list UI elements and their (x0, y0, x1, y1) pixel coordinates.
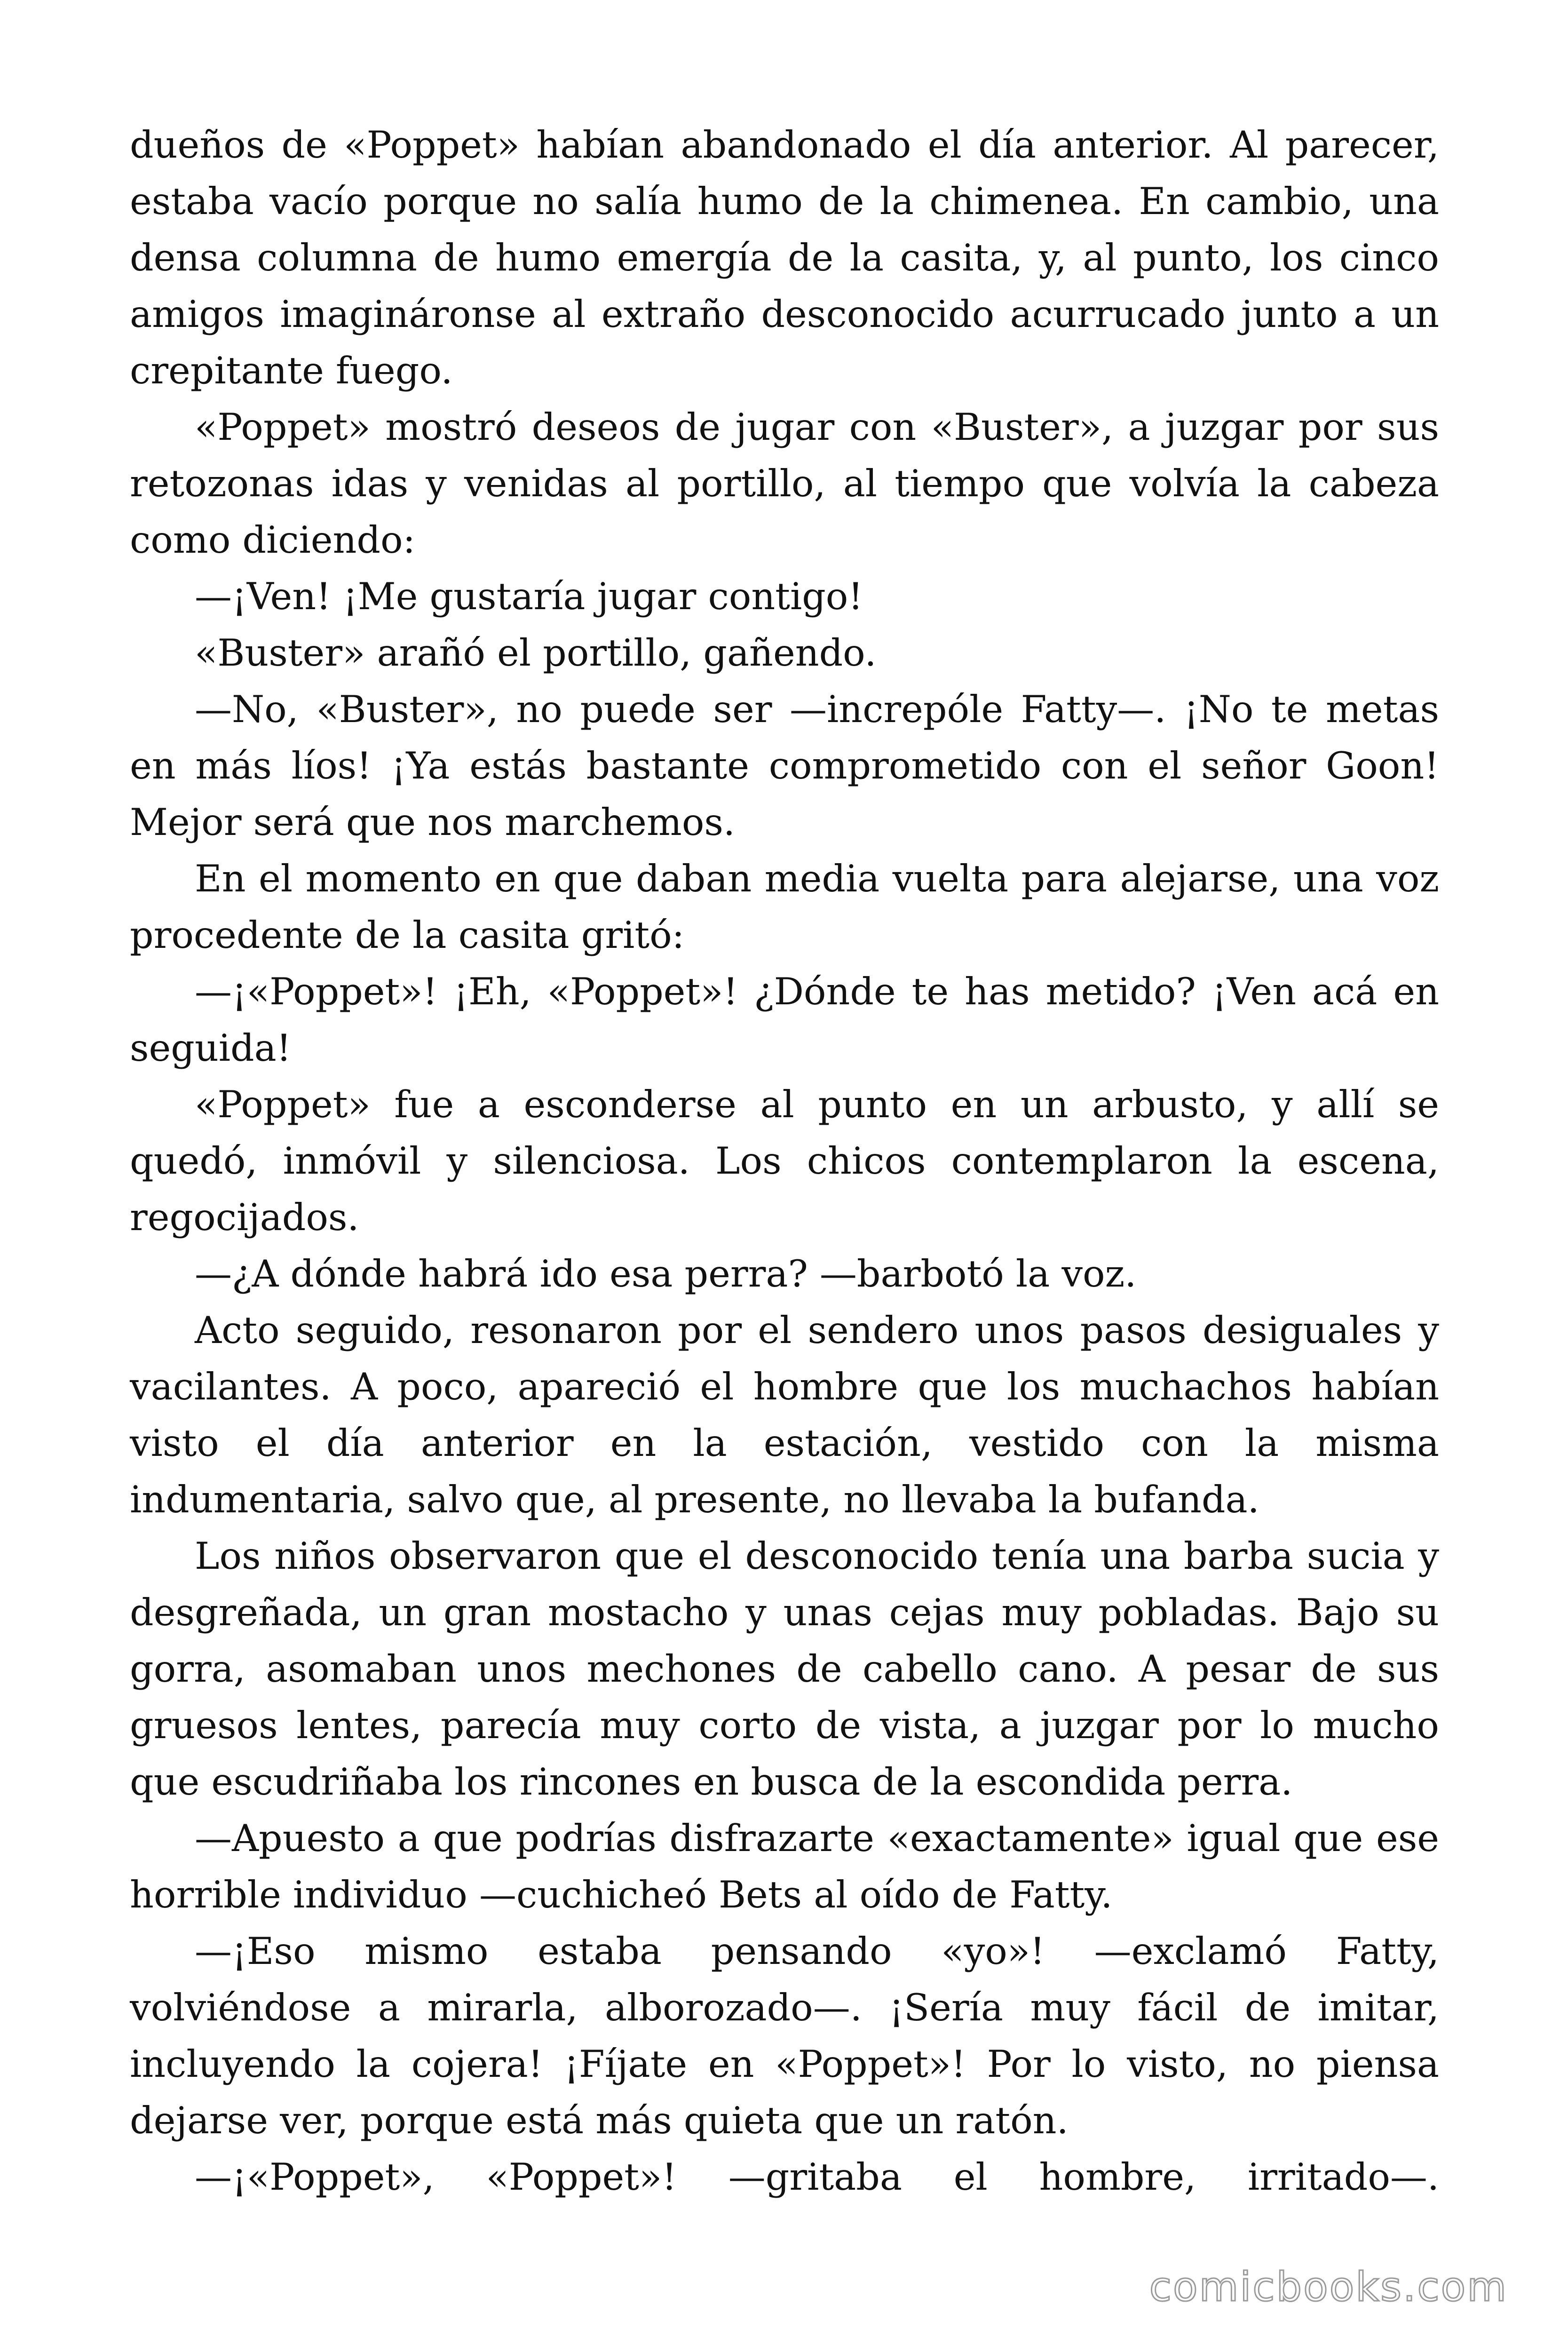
paragraph: —Apuesto a que podrías disfrazarte «exactamente» igual que ese horrible individuo —cuchicheó Bets al oído de Fatty. (130, 1817, 1439, 1916)
paragraph: «Poppet» mostró deseos de jugar con «Buster», a juzgar por sus retozonas idas y venidas al portillo, al tiempo que volvía la cabeza como diciendo: (130, 405, 1439, 562)
paragraph: «Buster» arañó el portillo, gañendo. (195, 631, 877, 675)
watermark: comicbooks.com (1149, 2264, 1508, 2311)
page-text (130, 117, 1439, 2205)
paragraph: dueños de «Poppet» habían abandonado el día anterior. Al parecer, estaba vacío porque no salía humo de la chimenea. En cambio, una densa columna de humo emergía de la casita, y, al punto, los cinco amigos imagináronse al extraño desconocido acurrucado junto a un crepitante fuego. (130, 123, 1439, 392)
paragraph: Acto seguido, resonaron por el sendero unos pasos desiguales y vacilantes. A poco, apareció el hombre que los muchachos habían visto el día anterior en la estación, vestido con la misma indumentaria, salvo que, al presente, no llevaba la bufanda. (130, 1309, 1439, 1521)
paragraph: —¡Ven! ¡Me gustaría jugar contigo! (195, 575, 863, 618)
paragraph: «Poppet» fue a esconderse al punto en un arbusto, y allí se quedó, inmóvil y silenciosa. Los chicos contemplaron la escena, regocijados. (130, 1083, 1439, 1239)
paragraph: Los niños observaron que el desconocido tenía una barba sucia y desgreñada, un gran mostacho y unas cejas muy pobladas. Bajo su gorra, asomaban unos mechones de cabello cano. A pesar de sus gruesos lentes, parecía muy corto de vista, a juzgar por lo mucho que escudriñaba los rincones en busca de la escondida perra. (130, 1534, 1439, 1804)
paragraph: —¿A dónde habrá ido esa perra? —barbotó la voz. (195, 1252, 1137, 1295)
paragraph: —¡«Poppet»! ¡Eh, «Poppet»! ¿Dónde te has metido? ¡Ven acá en seguida! (130, 970, 1439, 1070)
paragraph: —¡Eso mismo estaba pensando «yo»! —exclamó Fatty, volviéndose a mirarla, alborozado—. ¡Sería muy fácil de imitar, incluyendo la cojera! ¡Fíjate en «Poppet»! Por lo visto, no piensa dejarse ver, porque está más quieta que un ratón. (130, 1930, 1439, 2142)
paragraph: En el momento en que daban media vuelta para alejarse, una voz procedente de la casita gritó: (130, 857, 1439, 957)
paragraph: —No, «Buster», no puede ser —increpóle Fatty—. ¡No te metas en más líos! ¡Ya estás bastante comprometido con el señor Goon! Mejor será que nos marchemos. (130, 688, 1439, 844)
paragraph-continued: —¡«Poppet», «Poppet»! —gritaba el hombre, irritado—. (195, 2155, 1439, 2199)
